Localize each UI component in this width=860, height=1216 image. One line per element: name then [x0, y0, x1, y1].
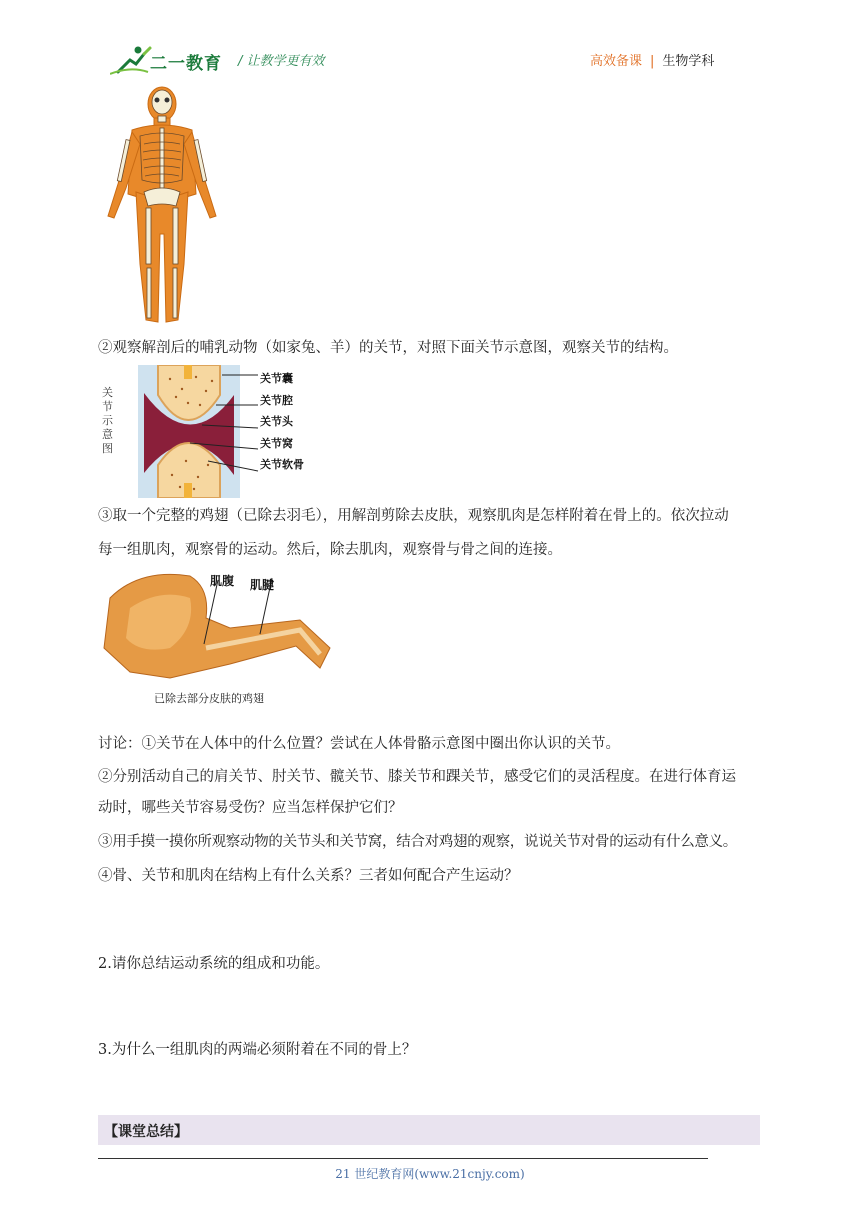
question-3: 3.为什么一组肌肉的两端必须附着在不同的骨上？ [98, 1042, 417, 1058]
label-articular-cartilage: 关节软骨 [260, 458, 304, 471]
header-label: 高效备课 [590, 54, 643, 69]
summary-title: 【课堂总结】 [104, 1124, 188, 1140]
slogan-text: 让教学更有效 [246, 54, 325, 69]
joint-labels [260, 368, 304, 476]
label-muscle-belly: 肌腹 [210, 574, 235, 588]
human-skeleton-image [100, 84, 225, 328]
discussion-line-2: ②分别活动自己的肩关节、肘关节、髋关节、膝关节和踝关节，感受它们的灵活程度。在进行体育运 [98, 769, 736, 785]
discussion-line-4: ③用手摸一摸你所观察动物的关节头和关节窝，结合对鸡翅的观察，说说关节对骨的运动有什么意义。 [98, 834, 737, 850]
side-title-char: 图 [102, 442, 113, 455]
side-title-char: 节 [102, 400, 113, 413]
side-title-char: 示 [102, 414, 113, 427]
label-tendon: 肌腱 [250, 578, 275, 592]
discussion-line-5: ④骨、关节和肌肉在结构上有什么关系？三者如何配合产生运动？ [98, 868, 519, 884]
header-subject: 生物学科 [662, 54, 715, 69]
discussion-line-1: 讨论：①关节在人体中的什么位置？尝试在人体骨骼示意图中圈出你认识的关节。 [98, 736, 620, 752]
side-title-char: 意 [102, 428, 113, 441]
side-title-char: 关 [102, 386, 113, 399]
label-joint-head: 关节头 [260, 415, 293, 428]
step-2-text: ②观察解剖后的哺乳动物（如家兔、羊）的关节，对照下面关节示意图，观察关节的结构。 [98, 340, 678, 356]
logo-text: 二一教育 [150, 54, 222, 74]
discussion-line-3: 动时，哪些关节容易受伤？应当怎样保护它们？ [98, 800, 403, 816]
question-2: 2.请你总结运动系统的组成和功能。 [98, 956, 330, 972]
step-3-line-1: ③取一个完整的鸡翅（已除去羽毛），用解剖剪除去皮肤，观察肌肉是怎样附着在骨上的。依次拉动 [98, 508, 729, 524]
wing-caption: 已除去部分皮肤的鸡翅 [154, 692, 264, 705]
footer-divider [98, 1158, 708, 1159]
step-3-line-2: 每一组肌肉，观察骨的运动。然后，除去肌肉，观察骨与骨之间的连接。 [98, 542, 562, 558]
label-joint-socket: 关节窝 [260, 436, 293, 450]
slogan: / 让教学更有效 [238, 54, 325, 69]
header-right [590, 50, 714, 69]
summary-bar [98, 1115, 760, 1145]
header-separator: | [650, 54, 655, 69]
footer-text: 21 世纪教育网(www.21cnjy.com) [335, 1167, 525, 1181]
label-joint-cavity: 关节腔 [260, 393, 293, 407]
label-joint-capsule: 关节囊 [260, 372, 293, 385]
joint-diagram-side-title [102, 386, 114, 456]
